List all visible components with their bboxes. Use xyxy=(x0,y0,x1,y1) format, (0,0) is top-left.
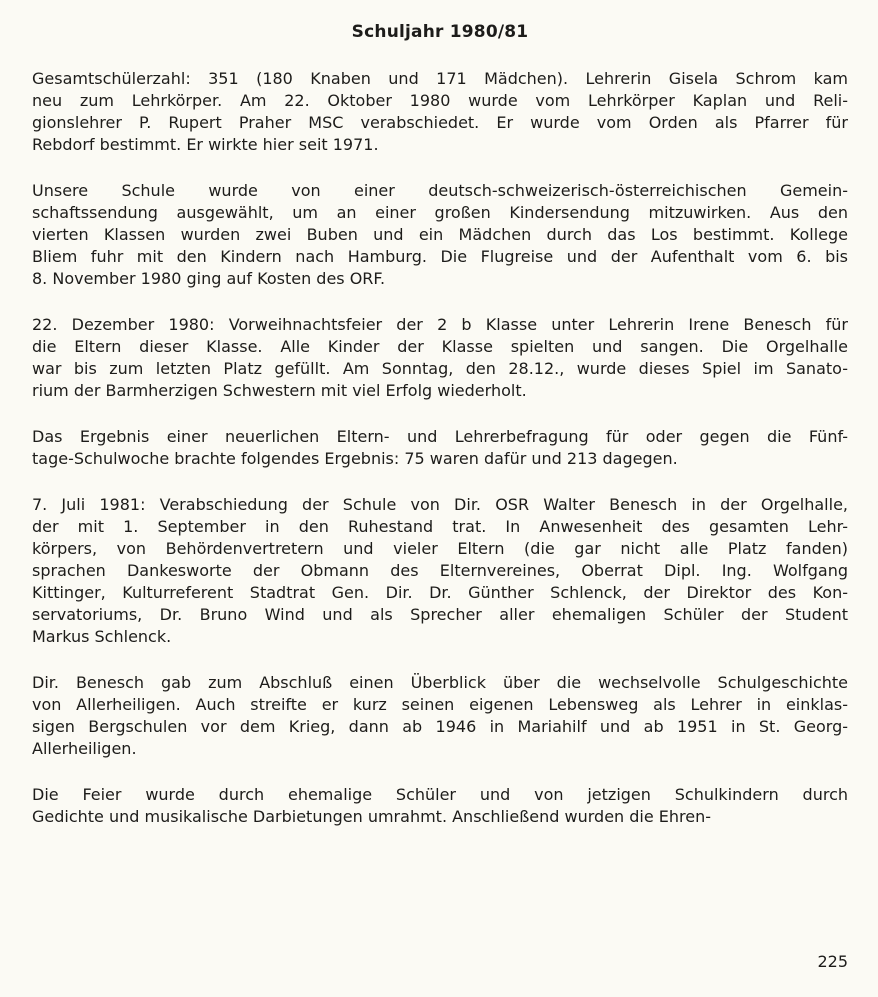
text-line: gionslehrer P. Rupert Praher MSC verabschiedet. Er wurde vom Orden als Pfarrer für xyxy=(32,113,848,132)
text-line: tage-Schulwoche brachte folgendes Ergebnis: 75 waren dafür und 213 dagegen. xyxy=(32,449,678,468)
paragraph-celebration xyxy=(32,784,848,828)
text-line: Allerheiligen. xyxy=(32,739,137,758)
text-line: 8. November 1980 ging auf Kosten des ORF. xyxy=(32,269,386,288)
page-title: Schuljahr 1980/81 xyxy=(351,22,529,42)
text-line: Das Ergebnis einer neuerlichen Eltern- und Lehrerbefragung für oder gegen die Fünf- xyxy=(32,427,848,446)
text-line: servatoriums, Dr. Bruno Wind und als Sprecher aller ehemaligen Schüler der Student xyxy=(32,605,848,624)
paragraph-enrollment xyxy=(32,68,848,156)
text-line: vierten Klassen wurden zwei Buben und ein Mädchen durch das Los bestimmt. Kollege xyxy=(32,225,848,244)
document-page xyxy=(32,22,848,972)
paragraph-christmas xyxy=(32,314,848,402)
text-line: der mit 1. September in den Ruhestand trat. In Anwesenheit des gesamten Lehr- xyxy=(32,517,848,536)
text-line: neu zum Lehrkörper. Am 22. Oktober 1980 wurde vom Lehrkörper Kaplan und Reli- xyxy=(32,91,848,110)
text-line: Bliem fuhr mit den Kindern nach Hamburg. Die Flugreise und der Aufenthalt vom 6. bis xyxy=(32,247,848,266)
text-line: Dir. Benesch gab zum Abschluß einen Überblick über die wechselvolle Schulgeschichte xyxy=(32,673,848,692)
text-line: 7. Juli 1981: Verabschiedung der Schule von Dir. OSR Walter Benesch in der Orgelhalle, xyxy=(32,495,848,514)
text-line: sprachen Dankesworte der Obmann des Elternvereines, Oberrat Dipl. Ing. Wolfgang xyxy=(32,561,848,580)
text-line: war bis zum letzten Platz gefüllt. Am Sonntag, den 28.12., wurde dieses Spiel im Sanato- xyxy=(32,359,848,378)
text-line: sigen Bergschulen vor dem Krieg, dann ab 1946 in Mariahilf und ab 1951 in St. Georg- xyxy=(32,717,848,736)
page-number: 225 xyxy=(817,952,848,971)
text-line: körpers, von Behördenvertretern und vieler Eltern (die gar nicht alle Platz fanden) xyxy=(32,539,848,558)
paragraph-tv-show xyxy=(32,180,848,290)
paragraph-survey xyxy=(32,426,848,470)
text-line: Unsere Schule wurde von einer deutsch-schweizerisch-österreichischen Gemein- xyxy=(32,181,848,200)
text-line: schaftssendung ausgewählt, um an einer großen Kindersendung mitzuwirken. Aus den xyxy=(32,203,848,222)
text-line: Kittinger, Kulturreferent Stadtrat Gen. Dir. Dr. Günther Schlenck, der Direktor des Kon- xyxy=(32,583,848,602)
text-line: die Eltern dieser Klasse. Alle Kinder der Klasse spielten und sangen. Die Orgelhalle xyxy=(32,337,848,356)
text-line: von Allerheiligen. Auch streifte er kurz seinen eigenen Lebensweg als Lehrer in einklas- xyxy=(32,695,848,714)
text-line: Gesamtschülerzahl: 351 (180 Knaben und 171 Mädchen). Lehrerin Gisela Schrom kam xyxy=(32,69,848,88)
text-line: Gedichte und musikalische Darbietungen umrahmt. Anschließend wurden die Ehren- xyxy=(32,807,712,826)
text-line: Rebdorf bestimmt. Er wirkte hier seit 1971. xyxy=(32,135,379,154)
text-line: rium der Barmherzigen Schwestern mit viel Erfolg wiederholt. xyxy=(32,381,527,400)
paragraph-history xyxy=(32,672,848,760)
paragraph-farewell xyxy=(32,494,848,648)
text-line: 22. Dezember 1980: Vorweihnachtsfeier der 2 b Klasse unter Lehrerin Irene Benesch für xyxy=(32,315,848,334)
text-line: Markus Schlenck. xyxy=(32,627,172,646)
text-line: Die Feier wurde durch ehemalige Schüler und von jetzigen Schulkindern durch xyxy=(32,785,848,804)
